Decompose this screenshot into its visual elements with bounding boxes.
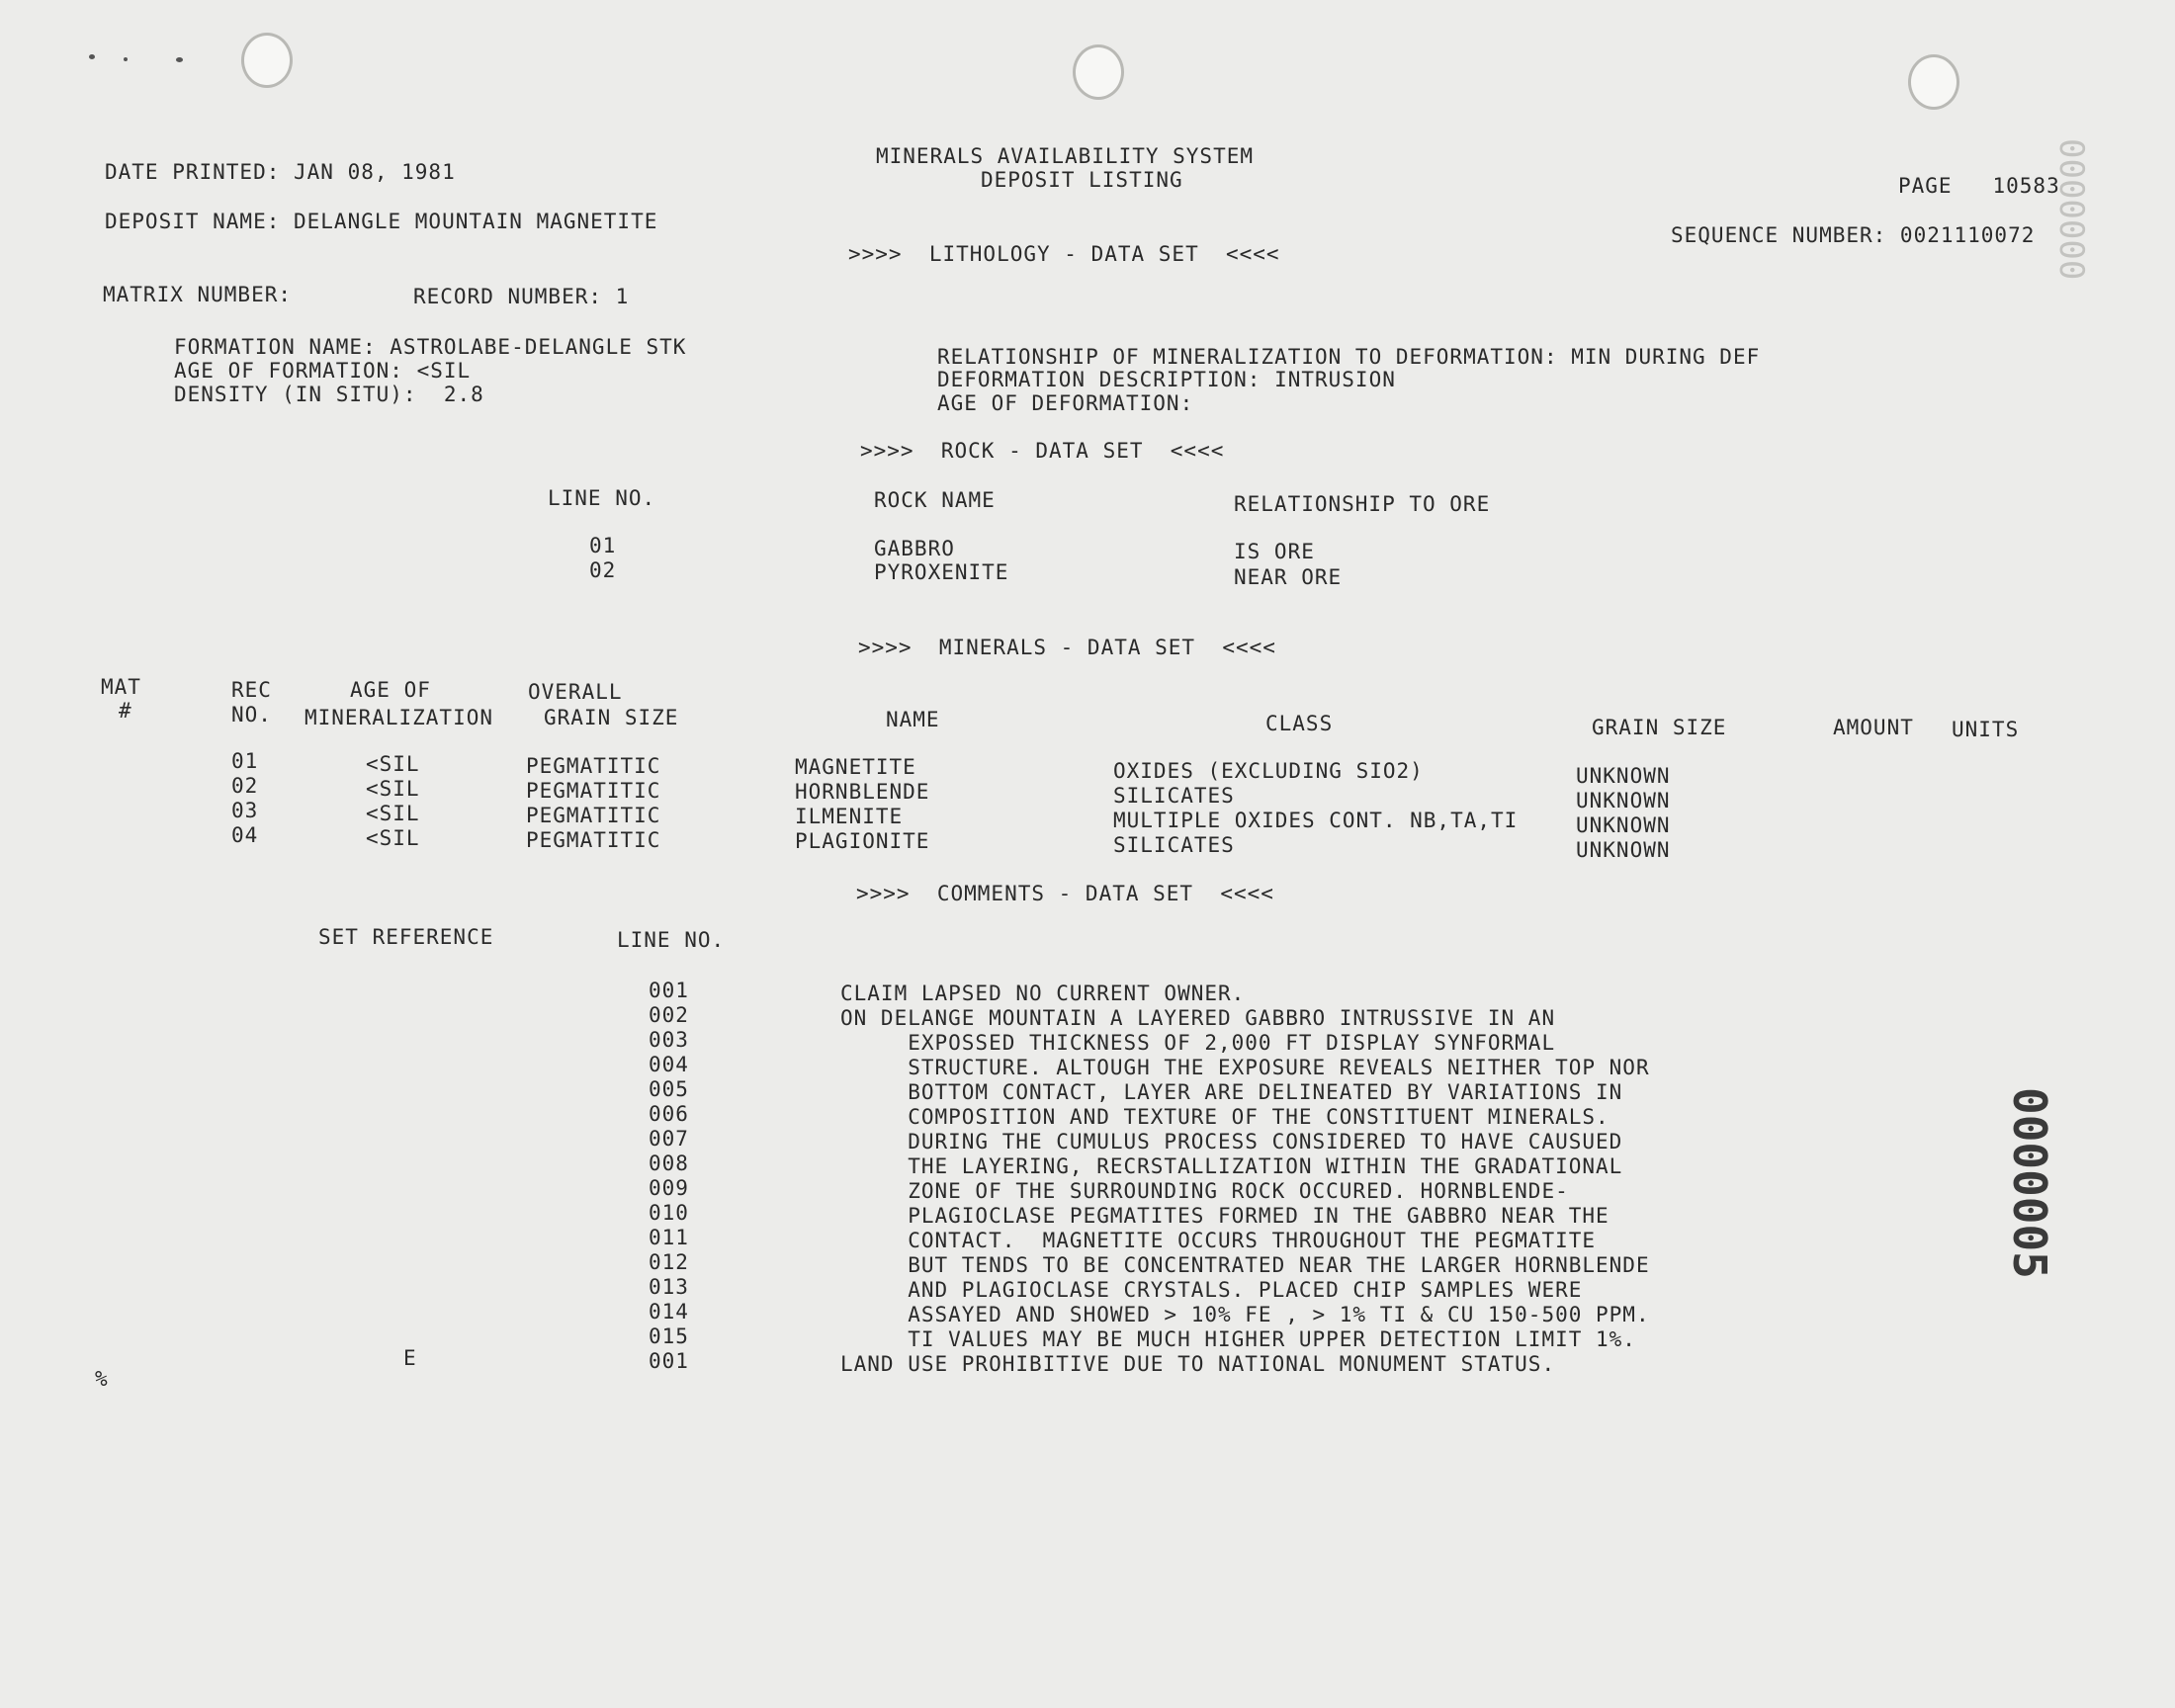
minerals-header-rec-no: NO.: [231, 703, 272, 726]
rock-relationship: IS ORE: [1234, 540, 1315, 563]
comment-line-no: 008: [649, 1152, 689, 1175]
mineral-grain-size: UNKNOWN: [1576, 764, 1671, 788]
sequence-number: SEQUENCE NUMBER: 0021110072: [1671, 223, 2036, 247]
comment-line-no: 005: [649, 1077, 689, 1101]
mineral-class: MULTIPLE OXIDES CONT. NB,TA,TI: [1113, 809, 1519, 832]
comment-text: THE LAYERING, RECRSTALLIZATION WITHIN THE GRADATIONAL: [840, 1154, 1623, 1178]
comment-text: CLAIM LAPSED NO CURRENT OWNER.: [840, 982, 1246, 1005]
minerals-header-grain: OVERALL: [528, 680, 623, 704]
deposit-name: DEPOSIT NAME: DELANGLE MOUNTAIN MAGNETITE: [105, 210, 658, 233]
minerals-header-name: NAME: [886, 708, 940, 731]
min-def-relationship: RELATIONSHIP OF MINERALIZATION TO DEFORMATION: MIN DURING DEF: [937, 345, 1761, 369]
comment-text: PLAGIOCLASE PEGMATITES FORMED IN THE GABBRO NEAR THE: [840, 1204, 1610, 1228]
mineral-age: <SIL: [366, 802, 420, 825]
comments-header-set-reference: SET REFERENCE: [318, 925, 494, 949]
minerals-header-amount: AMOUNT: [1833, 716, 1914, 739]
speck: [176, 57, 183, 62]
comment-set-reference: E: [403, 1346, 417, 1370]
minerals-header-units: UNITS: [1952, 718, 2020, 741]
age-of-deformation: AGE OF DEFORMATION:: [937, 391, 1194, 415]
comment-line-no: 001: [649, 1349, 689, 1373]
speck: [89, 54, 95, 59]
rock-line-no: 01: [589, 534, 617, 557]
record-number: RECORD NUMBER: 1: [413, 285, 630, 308]
comment-line-no: 004: [649, 1053, 689, 1076]
minerals-header-mat: MAT: [101, 675, 141, 699]
comment-text: LAND USE PROHIBITIVE DUE TO NATIONAL MONUMENT STATUS.: [840, 1352, 1556, 1376]
rock-name: GABBRO: [874, 537, 955, 560]
rock-line-no: 02: [589, 558, 617, 582]
mineral-name: MAGNETITE: [795, 755, 916, 779]
comment-line-no: 012: [649, 1250, 689, 1274]
comments-section-title: >>>> COMMENTS - DATA SET <<<<: [856, 882, 1274, 905]
rock-header-relationship: RELATIONSHIP TO ORE: [1234, 492, 1491, 516]
comment-text: BOTTOM CONTACT, LAYER ARE DELINEATED BY VARIATIONS IN: [840, 1080, 1623, 1104]
rock-header-line-no: LINE NO.: [548, 486, 656, 510]
stamped-number: 0000005: [2003, 1087, 2056, 1279]
date-printed: DATE PRINTED: JAN 08, 1981: [105, 160, 456, 184]
comment-line-no: 002: [649, 1003, 689, 1027]
comment-line-no: 007: [649, 1127, 689, 1151]
mineral-class: OXIDES (EXCLUDING SIO2): [1113, 759, 1424, 783]
minerals-header-age: AGE OF: [350, 678, 431, 702]
comment-text: ASSAYED AND SHOWED > 10% FE , > 1% TI & CU 150-500 PPM.: [840, 1303, 1650, 1326]
minerals-header-age-2: MINERALIZATION: [304, 706, 494, 729]
comment-line-no: 013: [649, 1275, 689, 1299]
mineral-age: <SIL: [366, 752, 420, 776]
mineral-grain-size: UNKNOWN: [1576, 838, 1671, 862]
minerals-header-grain-size: GRAIN SIZE: [1592, 716, 1727, 739]
footer-mark: %: [95, 1367, 109, 1391]
mineral-grain: PEGMATITIC: [526, 779, 661, 803]
lithology-section-title: >>>> LITHOLOGY - DATA SET <<<<: [848, 242, 1280, 266]
rock-relationship: NEAR ORE: [1234, 565, 1343, 589]
mineral-name: HORNBLENDE: [795, 780, 930, 804]
comment-line-no: 003: [649, 1028, 689, 1052]
rock-section-title: >>>> ROCK - DATA SET <<<<: [860, 439, 1225, 463]
matrix-number: MATRIX NUMBER:: [103, 283, 293, 306]
mineral-class: SILICATES: [1113, 833, 1235, 857]
mineral-rec-no: 01: [231, 749, 259, 773]
minerals-header-grain-2: GRAIN SIZE: [544, 706, 679, 729]
rock-header-rock-name: ROCK NAME: [874, 488, 996, 512]
system-title: MINERALS AVAILABILITY SYSTEM: [876, 144, 1255, 168]
minerals-header-mat-hash: #: [119, 699, 132, 723]
comment-text: BUT TENDS TO BE CONCENTRATED NEAR THE LARGER HORNBLENDE: [840, 1253, 1650, 1277]
mineral-rec-no: 03: [231, 799, 259, 822]
comment-text: STRUCTURE. ALTOUGH THE EXPOSURE REVEALS NEITHER TOP NOR: [840, 1056, 1650, 1079]
comment-line-no: 011: [649, 1226, 689, 1249]
density: DENSITY (IN SITU): 2.8: [174, 383, 484, 406]
mineral-grain: PEGMATITIC: [526, 804, 661, 827]
comment-text: TI VALUES MAY BE MUCH HIGHER UPPER DETECTION LIMIT 1%.: [840, 1327, 1636, 1351]
formation-name: FORMATION NAME: ASTROLABE-DELANGLE STK: [174, 335, 687, 359]
mineral-grain: PEGMATITIC: [526, 828, 661, 852]
comment-text: CONTACT. MAGNETITE OCCURS THROUGHOUT THE PEGMATITE: [840, 1229, 1597, 1252]
comment-text: COMPOSITION AND TEXTURE OF THE CONSTITUENT MINERALS.: [840, 1105, 1610, 1129]
mineral-grain: PEGMATITIC: [526, 754, 661, 778]
mineral-name: PLAGIONITE: [795, 829, 930, 853]
comment-line-no: 014: [649, 1300, 689, 1324]
comment-text: ZONE OF THE SURROUNDING ROCK OCCURED. HORNBLENDE-: [840, 1179, 1569, 1203]
comments-header-line-no: LINE NO.: [617, 928, 726, 952]
mineral-rec-no: 04: [231, 823, 259, 847]
punch-hole-left: [241, 33, 293, 88]
minerals-header-rec: REC: [231, 678, 272, 702]
comment-text: EXPOSSED THICKNESS OF 2,000 FT DISPLAY SYNFORMAL: [840, 1031, 1556, 1055]
comment-line-no: 010: [649, 1201, 689, 1225]
minerals-header-class: CLASS: [1265, 712, 1334, 735]
mineral-age: <SIL: [366, 777, 420, 801]
page-number: PAGE 10583: [1898, 174, 2060, 198]
punch-hole-center: [1073, 44, 1124, 100]
listing-subtitle: DEPOSIT LISTING: [981, 168, 1183, 192]
comment-line-no: 015: [649, 1324, 689, 1348]
rock-name: PYROXENITE: [874, 560, 1009, 584]
mineral-rec-no: 02: [231, 774, 259, 798]
comment-line-no: 001: [649, 979, 689, 1002]
mineral-grain-size: UNKNOWN: [1576, 789, 1671, 812]
comment-line-no: 009: [649, 1176, 689, 1200]
deformation-description: DEFORMATION DESCRIPTION: INTRUSION: [937, 368, 1396, 391]
minerals-section-title: >>>> MINERALS - DATA SET <<<<: [858, 636, 1276, 659]
faint-stamped-number: 0000000: [2051, 138, 2091, 281]
comment-text: ON DELANGE MOUNTAIN A LAYERED GABBRO INTRUSSIVE IN AN: [840, 1006, 1556, 1030]
mineral-age: <SIL: [366, 826, 420, 850]
mineral-class: SILICATES: [1113, 784, 1235, 808]
comment-text: DURING THE CUMULUS PROCESS CONSIDERED TO HAVE CAUSUED: [840, 1130, 1623, 1153]
mineral-grain-size: UNKNOWN: [1576, 813, 1671, 837]
punch-hole-right: [1908, 54, 1959, 110]
age-of-formation: AGE OF FORMATION: <SIL: [174, 359, 472, 383]
speck: [124, 57, 128, 61]
comment-line-no: 006: [649, 1102, 689, 1126]
mineral-name: ILMENITE: [795, 805, 904, 828]
comment-text: AND PLAGIOCLASE CRYSTALS. PLACED CHIP SAMPLES WERE: [840, 1278, 1583, 1302]
